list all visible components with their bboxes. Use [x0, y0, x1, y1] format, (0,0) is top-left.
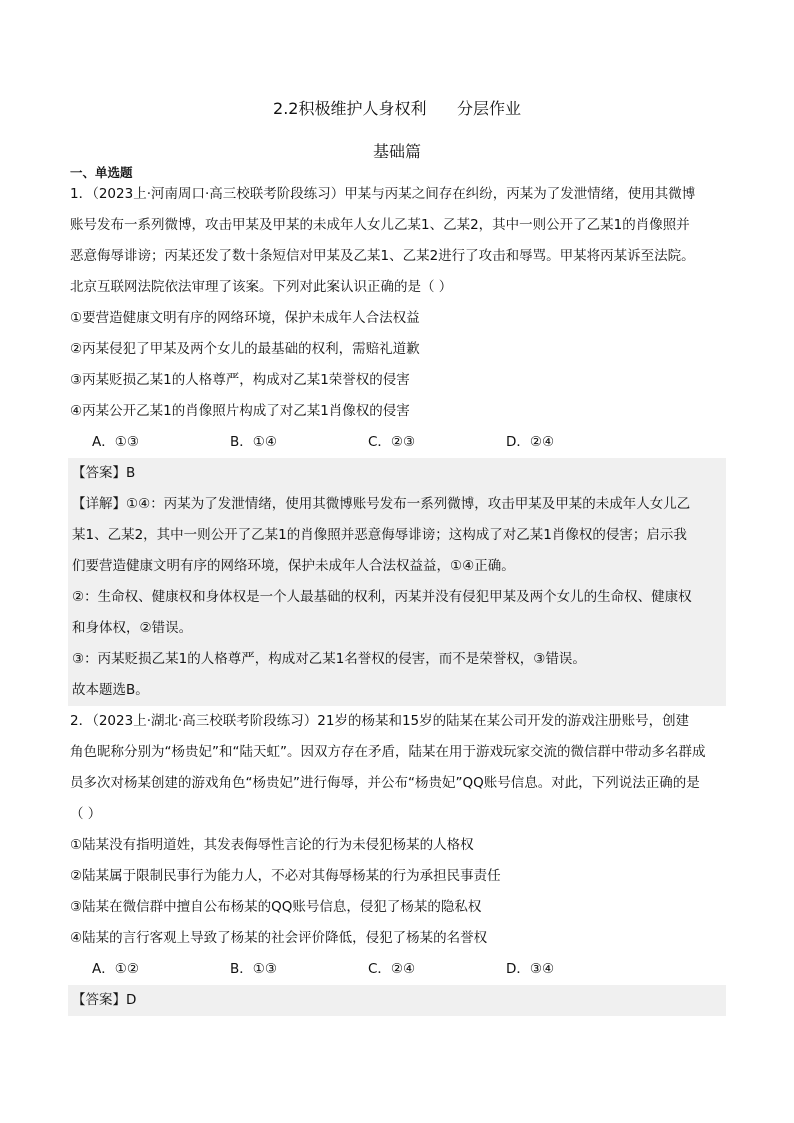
question-1-detail-line: ②：生命权、健康权和身体权是一个人最基础的权利，丙某并没有侵犯甲某及两个女儿的生命权、健康权: [72, 589, 692, 605]
option-c: C．②④: [368, 961, 416, 977]
question-2-statement: ②陆某属于限制民事行为能力人，不必对其侮辱杨某的行为承担民事责任: [70, 868, 501, 884]
question-1-detail-line: ③：丙某贬损乙某1的人格尊严，构成对乙某1名誉权的侵害，而不是荣誉权，③错误。: [72, 651, 586, 667]
question-1-statement: ③丙某贬损乙某1的人格尊严，构成对乙某1荣誉权的侵害: [70, 372, 410, 388]
option-c: C．②③: [368, 434, 416, 450]
option-d: D．②④: [506, 434, 555, 450]
question-2-statement: ③陆某在微信群中擅自公布杨某的QQ账号信息，侵犯了杨某的隐私权: [70, 899, 482, 915]
page-title: 2.2积极维护人身权利 分层作业: [273, 99, 521, 118]
question-2-statement: ①陆某没有指明道姓，其发表侮辱性言论的行为未侵犯杨某的人格权: [70, 837, 474, 853]
question-1-stem-line: 北京互联网法院依法审理了该案。下列对此案认识正确的是（ ）: [70, 279, 453, 295]
question-1-detail-line: 和身体权，②错误。: [72, 620, 193, 636]
question-1-answer-block: [68, 458, 726, 706]
question-2-answer: 【答案】D: [72, 992, 137, 1008]
question-2-answer-block: [68, 985, 726, 1016]
question-2-stem-line: （ ）: [70, 806, 102, 822]
question-1-stem-line: 1．（2023上·河南周口·高三校联考阶段练习）甲某与丙某之间存在纠纷，丙某为了发泄情绪，使用其微博: [70, 186, 696, 202]
question-1-detail-line: 们要营造健康文明有序的网络环境，保护未成年人合法权益益，①④正确。: [72, 558, 515, 574]
option-b: B．①④: [230, 434, 277, 450]
question-1-detail-line: 【详解】①④：丙某为了发泄情绪，使用其微博账号发布一系列微博，攻击甲某及甲某的未成年人女儿乙: [72, 496, 691, 512]
question-1-detail-line: 某1、乙某2，其中一则公开了乙某1的肖像照并恶意侮辱诽谤；这构成了对乙某1肖像权的侵害；启示我: [72, 527, 687, 543]
option-a: A．①②: [92, 961, 139, 977]
question-2: [70, 706, 730, 1016]
question-1-options: [70, 427, 730, 458]
question-2-stem-line: 2．（2023上·湖北·高三校联考阶段练习）21岁的杨某和15岁的陆某在某公司开发的游戏注册账号，创建: [70, 713, 690, 729]
question-2-options: [70, 954, 730, 985]
option-b: B．①③: [230, 961, 277, 977]
question-1-statement: ④丙某公开乙某1的肖像照片构成了对乙某1肖像权的侵害: [70, 403, 410, 419]
question-2-stem-line: 员多次对杨某创建的游戏角色“杨贵妃”进行侮辱，并公布“杨贵妃”QQ账号信息。对此，下列说法正确的是: [70, 775, 700, 791]
option-a: A．①③: [92, 434, 139, 450]
question-2-statement: ④陆某的言行客观上导致了杨某的社会评价降低，侵犯了杨某的名誉权: [70, 930, 488, 946]
question-1-statement: ②丙某侵犯了甲某及两个女儿的最基础的权利，需赔礼道歉: [70, 341, 420, 357]
question-content: [70, 179, 730, 1016]
question-1-statement: ①要营造健康文明有序的网络环境，保护未成年人合法权益: [70, 310, 420, 326]
question-1-stem-line: 恶意侮辱诽谤；丙某还发了数十条短信对甲某及乙某1、乙某2进行了攻击和辱骂。甲某将丙某诉至法院。: [70, 248, 695, 264]
question-1-answer: 【答案】B: [72, 465, 136, 481]
section-heading: 一、单选题: [70, 165, 133, 180]
question-1-stem-line: 账号发布一系列微博，攻击甲某及甲某的未成年人女儿乙某1、乙某2，其中一则公开了乙某1的肖像照并: [70, 217, 690, 233]
question-1-detail-line: 故本题选B。: [72, 682, 149, 698]
option-d: D．③④: [506, 961, 555, 977]
question-2-stem-line: 角色昵称分别为“杨贵妃”和“陆天虹”。因双方存在矛盾，陆某在用于游戏玩家交流的微信群中带动多名群成: [70, 744, 706, 760]
question-1: [70, 179, 730, 706]
page-subtitle: 基础篇: [372, 142, 421, 161]
